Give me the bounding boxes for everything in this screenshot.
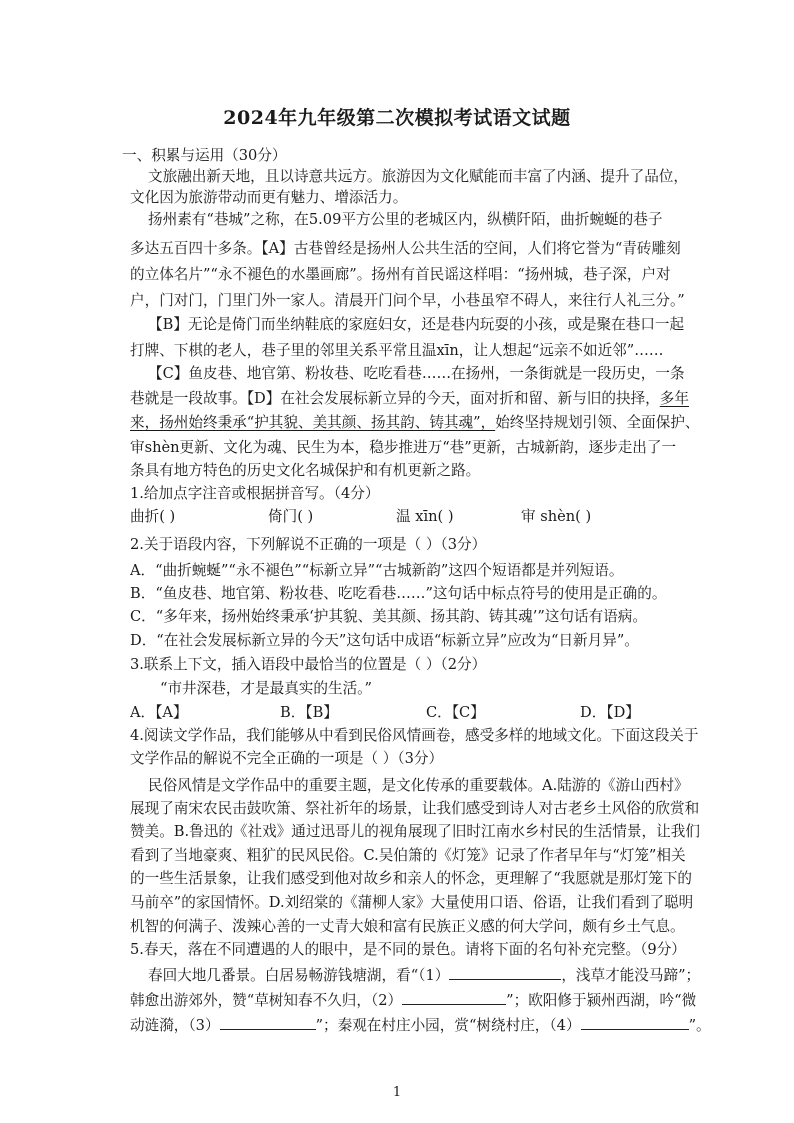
- intro-line: 文化因为旅游带动而更有魅力、增添活力。: [130, 189, 408, 206]
- underlined-phrase: 多年: [659, 390, 689, 407]
- answer-blank-3[interactable]: [220, 1015, 316, 1030]
- passage-line: [130, 389, 726, 409]
- passage-line: 审shèn更新、文化为魂、民生为本，稳步推进万“巷”更新，古城新韵，逐步走出了一: [130, 439, 677, 456]
- q3-option: D．【D】: [580, 704, 640, 721]
- exam-title: 2024年九年级第二次模拟考试语文试题: [223, 107, 571, 129]
- q3-options: [130, 703, 726, 723]
- q3-quote: “市井深巷，才是最真实的生活。”: [160, 680, 372, 697]
- q5-text: ”。: [688, 1017, 711, 1034]
- passage-line: 扬州素有“巷城”之称，在5.09平方公里的老城区内，纵横阡陌，曲折蜿蜒的巷子: [148, 211, 663, 228]
- passage-text: 始终坚持规划引领、全面保护、: [495, 414, 700, 431]
- q3-option: C．【C】: [426, 704, 485, 721]
- q1-items: [130, 507, 726, 527]
- q5-text: ”；秦观在村庄小园，赏“树绕村庄，（4）: [315, 1017, 581, 1034]
- q5-text: 春回大地几番景。白居易畅游钱塘湖，看“（1）: [148, 967, 450, 984]
- passage-line: 户，门对门，门里门外一家人。清晨开门问个早，小巷虽窄不碍人，来往行人礼三分。”: [130, 292, 685, 309]
- q5-line: [130, 990, 726, 1011]
- q5-text: ”；欧阳修于颍州西湖，吟“微: [506, 992, 697, 1009]
- q1-item: 倚门( ): [268, 508, 314, 525]
- passage-line: 多达五百四十多条。【A】古巷曾经是扬州人公共生活的空间，人们将它誉为“青砖雕刻: [130, 240, 681, 257]
- passage-line: 【C】鱼皮巷、地官第、粉妆巷、吃吃看巷……在扬州，一条街就是一段历史，一条: [148, 365, 685, 382]
- q4-passage-line: 的一些生活景象，让我们感受到他对故乡和亲人的怀念，更理解了“我愿就是那灯笼下的: [130, 870, 693, 887]
- q5-line: [148, 965, 726, 986]
- passage-line: [130, 413, 726, 433]
- q1-item: 温 xīn( ): [396, 508, 454, 525]
- q4-stem: 文学作品的解说不完全正确的一项是（ ）（3分）: [130, 750, 444, 767]
- page-number: 1: [392, 1085, 402, 1100]
- q5-text: 动涟漪，（3）: [130, 1017, 220, 1034]
- q5-stem: 5.春天，落在不同遭遇的人的眼中，是不同的景色。请将下面的名句补充完整。（9分）: [130, 941, 686, 958]
- q4-passage-line: 赞美。B.鲁迅的《社戏》通过迅哥儿的视角展现了旧时江南水乡村民的生活情景，让我们: [130, 823, 700, 840]
- q4-stem: 4.阅读文学作品，我们能够从中看到民俗风情画卷，感受多样的地域文化。下面这段关于: [130, 727, 699, 744]
- q3-option: A．【A】: [130, 704, 188, 721]
- underlined-phrase: 来，扬州始终秉承“护其貌、美其颜、扬其韵、铸其魂”，: [130, 414, 496, 431]
- answer-blank-1[interactable]: [449, 965, 561, 980]
- section-heading: 一、积累与运用（30分）: [122, 147, 287, 164]
- passage-text: 巷就是一段故事。【D】在社会发展标新立异的今天，面对折和留、新与旧的抉择，: [130, 390, 660, 407]
- answer-blank-2[interactable]: [402, 990, 506, 1005]
- q4-passage-line: 机智的何满子、泼辣心善的一丈青大娘和富有民族正义感的何大学问，颇有乡土气息。: [130, 918, 685, 935]
- answer-blank-4[interactable]: [581, 1015, 689, 1030]
- q1-item: 审 shèn( ): [521, 508, 592, 525]
- intro-line: 文旅融出新天地，且以诗意共远方。旅游因为文化赋能而丰富了内涵、提升了品位，: [148, 168, 688, 185]
- q2-option: D．“在社会发展标新立异的今天”这句话中成语“标新立异”应改为“日新月异”。: [130, 632, 639, 649]
- q4-passage-line: 马前卒”的家国情怀。D.刘绍棠的《蒲柳人家》大量使用口语、俗语，让我们看到了聪明: [130, 894, 694, 911]
- q2-option: B．“鱼皮巷、地官第、粉妆巷、吃吃看巷……”这句话中标点符号的使用是正确的。: [130, 585, 667, 602]
- passage-line: 【B】无论是倚门而坐纳鞋底的家庭妇女，还是巷内玩耍的小孩，或是聚在巷口一起: [148, 316, 685, 333]
- q4-passage-line: 民俗风情是文学作品中的重要主题，是文化传承的重要载体。A.陆游的《游山西村》: [148, 777, 689, 794]
- passage-line: 的立体名片”“永不褪色的水墨画廊”。扬州有首民谣这样唱：“扬州城，巷子深，户对: [130, 266, 671, 283]
- q2-option: C．“多年来，扬州始终秉承‘护其貌、美其颜、扬其韵、铸其魂’”这句话有语病。: [130, 608, 647, 625]
- q2-option: A．“曲折蜿蜒”“永不褪色”“标新立异”“古城新韵”这四个短语都是并列短语。: [130, 562, 624, 579]
- q4-passage-line: 展现了南宋农民击鼓吹箫、祭社祈年的场景，让我们感受到诗人对古老乡土风俗的欣赏和: [130, 800, 700, 817]
- q2-stem: 2.关于语段内容，下列解说不正确的一项是（ ）（3分）: [130, 536, 487, 553]
- q5-line: [130, 1015, 726, 1036]
- q3-stem: 3.联系上下文，插入语段中最恰当的位置是（ ）（2分）: [130, 656, 487, 673]
- passage-line: 条具有地方特色的历史文化名城保护和有机更新之路。: [130, 462, 481, 479]
- q3-option: B．【B】: [280, 704, 338, 721]
- q1-stem: 1.给加点字注音或根据拼音写。（4分）: [130, 485, 380, 502]
- q5-text: 韩愈出游郊外，赞“草树知春不久归，（2）: [130, 992, 403, 1009]
- q1-item: 曲折( ): [130, 508, 176, 525]
- q4-passage-line: 看到了当地豪爽、粗犷的民风民俗。C.吴伯箫的《灯笼》记录了作者早年与“灯笼”相关: [130, 847, 686, 864]
- q5-text: ，浅草才能没马蹄”；: [561, 967, 701, 984]
- passage-line: 打牌、下棋的老人，巷子里的邻里关系平常且温xīn，让人想起“远亲不如近邻”……: [130, 342, 664, 359]
